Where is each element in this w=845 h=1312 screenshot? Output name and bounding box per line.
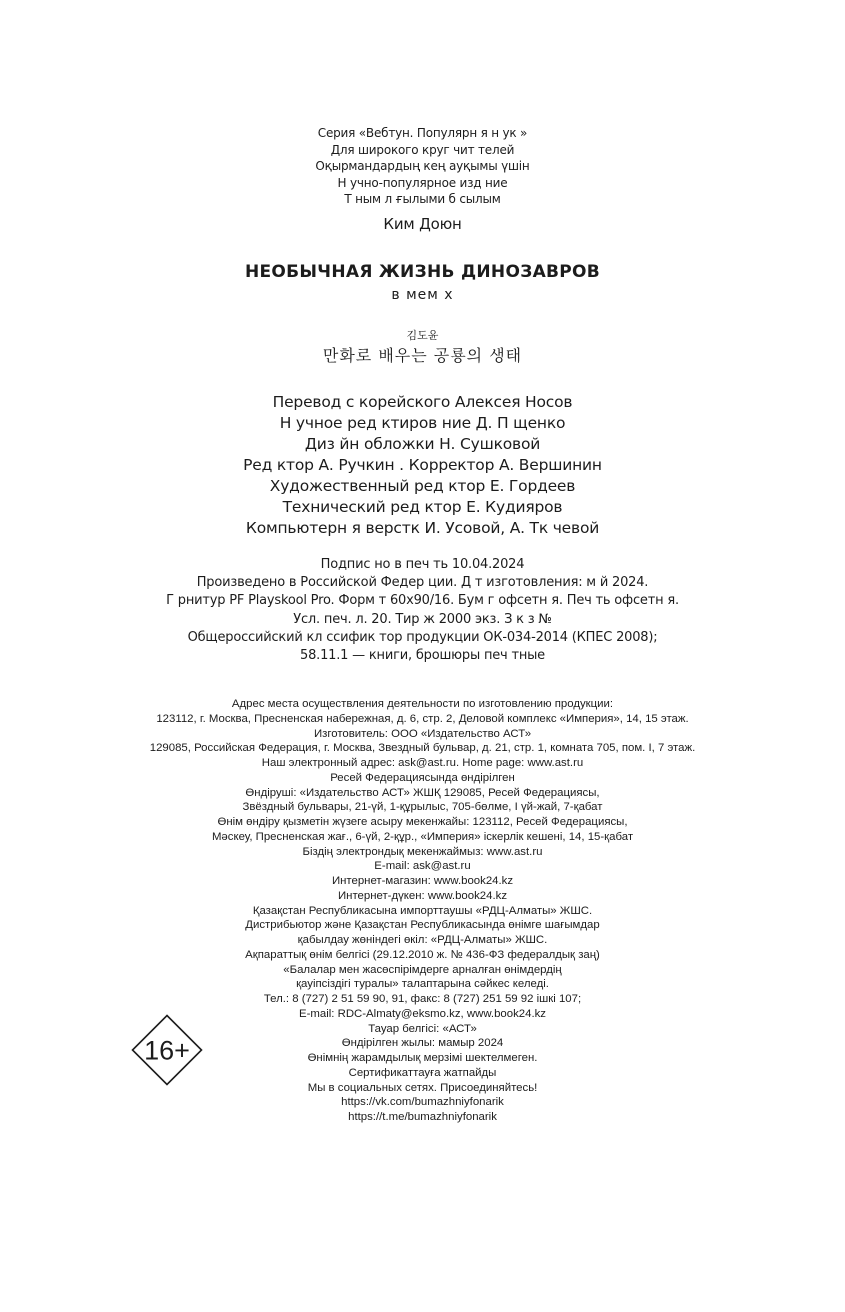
imprint-line: 123112, г. Москва, Пресненская набережная, д. 6, стр. 2, Деловой комплекс «Империя», 14, 15 этаж. <box>156 712 689 725</box>
imprint-line: Тел.: 8 (727) 2 51 59 90, 91, факс: 8 (727) 251 59 92 ішкі 107; <box>263 993 582 1005</box>
credit-line: Художественный ред ктор Е. Гордеев <box>269 477 576 495</box>
imprint-block <box>0 697 845 1125</box>
imprint-line: Мы в социальных сетях. Присоединяйтесь! <box>307 1081 538 1094</box>
imprint-line: Біздің электрондық мекенжаймыз: www.ast.ru <box>302 845 543 858</box>
imprint-line: Ресей Федерациясында өндірілген <box>330 771 515 784</box>
imprint-line: Интернет-магазин: www.book24.kz <box>331 875 514 887</box>
printing-line: Подпис но в печ ть 10.04.2024 <box>320 557 525 572</box>
imprint-line: https://t.me/bumazhniyfonarik <box>348 1111 497 1123</box>
series-line: Оқырмандардың кең ауқымы үшін <box>315 159 530 174</box>
credit-line: Н учное ред ктиров ние Д. П щенко <box>279 414 566 432</box>
imprint-line: Өндірілген жылы: мамыр 2024 <box>341 1037 504 1050</box>
imprint-line: қабылдау жөніндегі өкіл: «РДЦ-Алматы» ЖШС. <box>297 934 548 946</box>
imprint-line: Изготовитель: ООО «Издательство АСТ» <box>313 727 532 740</box>
imprint-line: Дистрибьютор және Қазақстан Республикасында өнімге шағымдар <box>245 919 600 932</box>
imprint-line: Өнімнің жарамдылық мерзімі шектелмеген. <box>307 1052 538 1064</box>
credits-block <box>0 392 845 539</box>
credit-line: Диз йн обложки Н. Сушковой <box>304 435 541 453</box>
imprint-line: Наш электронный адрес: ask@ast.ru. Home page: www.ast.ru <box>261 757 584 769</box>
credit-line: Ред ктор А. Ручкин . Корректор А. Вершинин <box>243 456 602 474</box>
printing-line: Общероссийский кл ссифик тор продукции ОК-034-2014 (КПЕС 2008); <box>187 629 658 645</box>
imprint-line: https://vk.com/bumazhniyfonarik <box>341 1096 504 1109</box>
age-rating-text: 16+ <box>144 1035 190 1066</box>
imprint-line: Өндіруші: «Издательство АСТ» ЖШҚ 129085, Ресей Федерациясы, <box>245 786 600 799</box>
imprint-line: E-mail: ask@ast.ru <box>374 860 471 873</box>
imprint-line: Қазақстан Республикасына импорттаушы «РДЦ-Алматы» ЖШС. <box>252 904 593 917</box>
printing-line: Произведено в Российской Федер ции. Д т изготовления: м й 2024. <box>196 575 649 591</box>
imprint-line: 129085, Российская Федерация, г. Москва, Звездный бульвар, д. 21, стр. 1, комната 705, пом. I, 7 этаж. <box>149 742 696 755</box>
credit-line: Технический ред ктор Е. Кудияров <box>282 498 563 516</box>
book-subtitle: в мем х <box>391 287 454 303</box>
imprint-line: E-mail: RDC-Almaty@eksmo.kz, www.book24.kz <box>298 1007 547 1020</box>
imprint-line: Интернет-дүкен: www.book24.kz <box>337 889 508 902</box>
imprint-line: Звёздный бульвары, 21-үй, 1-құрылыс, 705-бөлме, I үй-жай, 7-қабат <box>242 801 603 814</box>
original-title: 만화로 배우는 공룡의 생태 <box>322 346 523 365</box>
imprint-line: «Балалар мен жасөспірімдерге арналған өнімдердің <box>283 963 562 976</box>
printing-block <box>0 556 845 665</box>
original-author: 김도윤 <box>406 329 439 342</box>
credit-line: Перевод с корейского Алексея Носов <box>272 393 573 411</box>
printing-line: Г рнитур PF Playskool Pro. Форм т 60х90/16. Бум г офсетн я. Печ ть офсетн я. <box>166 593 679 609</box>
imprint-line: Өнім өндіру қызметін жүзеге асыру мекенжайы: 123112, Ресей Федерациясы, <box>217 816 628 828</box>
series-line: Н учно-популярное изд ние <box>337 175 508 190</box>
book-title: НЕОБЫЧНАЯ ЖИЗНЬ ДИНОЗАВРОВ <box>244 262 601 282</box>
imprint-line: Ақпараттық өнім белгісі (29.12.2010 ж. № 436-ФЗ федералдық заң) <box>245 948 600 961</box>
series-line: Для широкого круг чит телей <box>330 142 515 157</box>
printing-line: Усл. печ. л. 20. Тир ж 2000 экз. З к з № <box>293 611 552 627</box>
age-rating-diamond-icon <box>131 1014 203 1086</box>
series-line: Т ным л ғылыми б сылым <box>344 192 501 207</box>
series-line: Серия «Вебтун. Популярн я н ук » <box>317 126 528 140</box>
credit-line: Компьютерн я верстк И. Усовой, А. Тк чевой <box>245 519 600 537</box>
author-name: Ким Доюн <box>383 215 462 233</box>
imprint-line: қауіпсіздігі туралы» талаптарына сәйкес келеді. <box>296 978 549 991</box>
imprint-line: Тауар белгісі: «АСТ» <box>368 1022 477 1035</box>
imprint-line: Адрес места осуществления деятельности по изготовлению продукции: <box>231 698 614 710</box>
imprint-line: Мәскеу, Пресненская жағ., 6-үй, 2-құр., «Империя» іскерлік кешені, 14, 15-қабат <box>211 830 634 843</box>
imprint-line: Сертификаттауға жатпайды <box>348 1066 497 1079</box>
series-block <box>0 125 845 208</box>
age-rating-badge <box>131 1014 203 1086</box>
printing-line: 58.11.1 — книги, брошюры печ тные <box>300 648 545 664</box>
